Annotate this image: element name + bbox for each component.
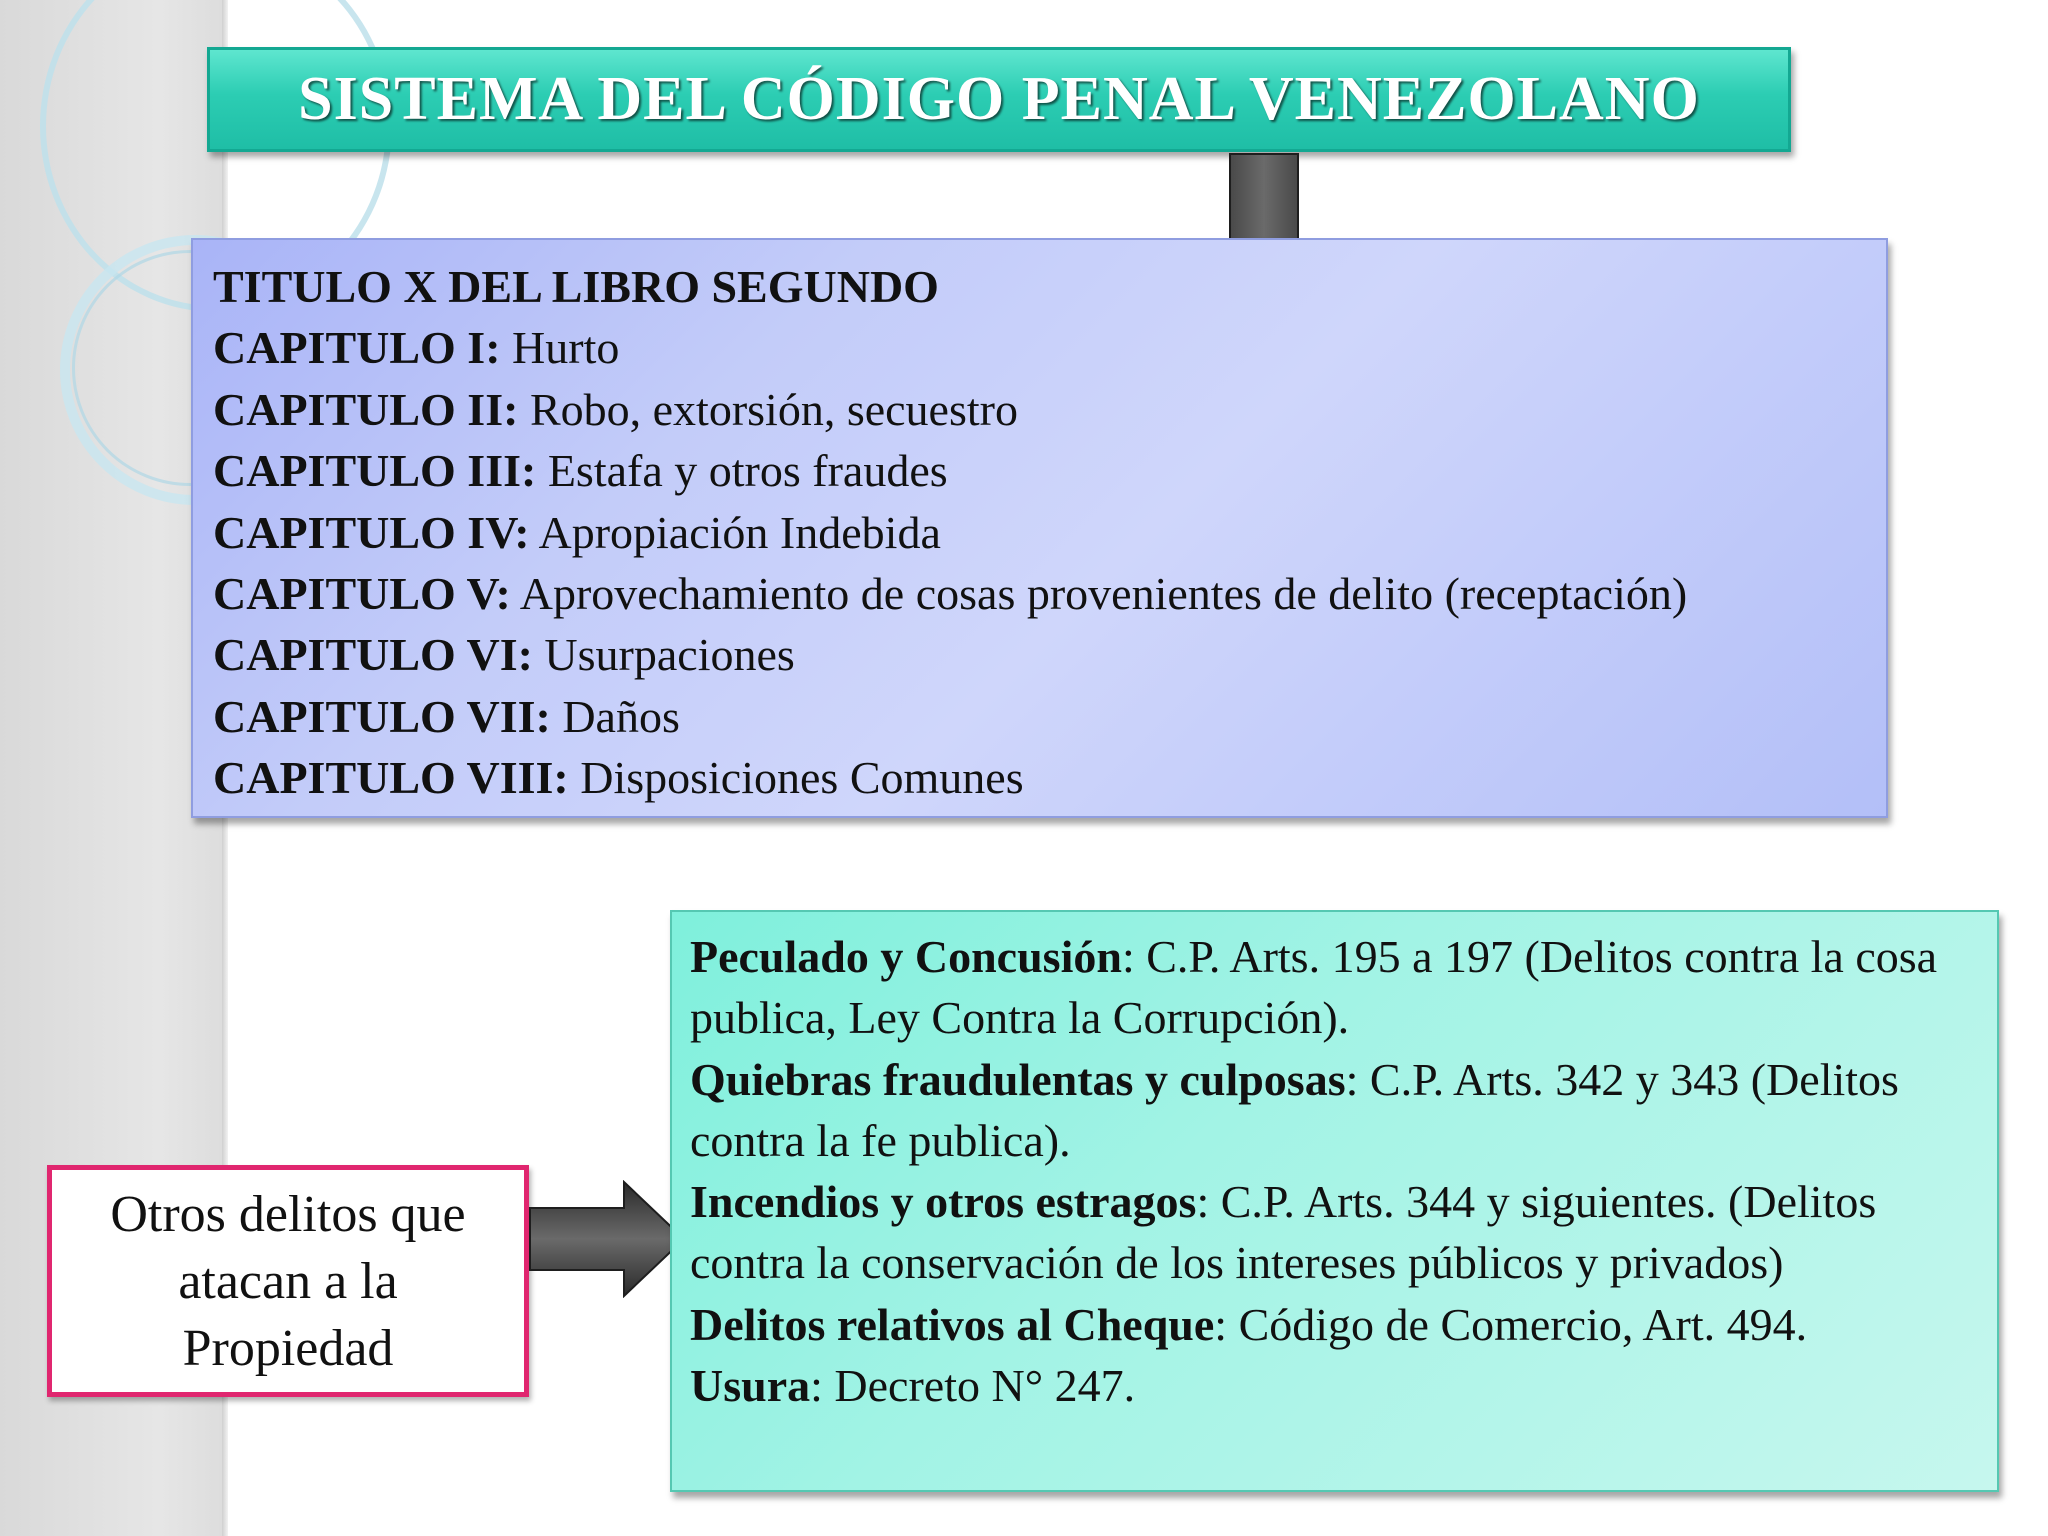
crime-label: Delitos relativos al Cheque [690, 1298, 1215, 1350]
chapter-text: Disposiciones Comunes [568, 752, 1024, 804]
chapter-line [213, 686, 1866, 747]
slide-title: SISTEMA DEL CÓDIGO PENAL VENEZOLANO [298, 65, 1700, 133]
crime-item [690, 1294, 1979, 1355]
crime-text: : C.P. Arts. 344 y siguientes. (Delitos contra la conservación de los intereses públicos y privados) [690, 1176, 1877, 1289]
chapter-line [213, 379, 1866, 440]
crime-text: : Código de Comercio, Art. 494. [1214, 1298, 1808, 1350]
chapter-line [213, 317, 1866, 378]
chapter-text: Hurto [500, 322, 620, 374]
chapter-label: CAPITULO V: [213, 568, 511, 620]
crime-label: Peculado y Concusión [690, 931, 1122, 982]
chapter-text: Usurpaciones [532, 629, 795, 681]
crime-label: Usura [690, 1360, 811, 1412]
other-crimes-list-box [670, 910, 1999, 1492]
crime-text: : C.P. Arts. 342 y 343 (Delitos contra la fe publica). [690, 1053, 1899, 1166]
chapter-label: CAPITULO VI: [213, 629, 533, 681]
chapter-line [213, 502, 1866, 563]
crime-item [690, 1171, 1979, 1294]
chapters-heading: TITULO X DEL LIBRO SEGUNDO [213, 261, 939, 312]
chapter-label: CAPITULO VIII: [213, 752, 569, 804]
other-crimes-text: Otros delitos que atacan a la Propiedad [110, 1185, 466, 1377]
chapter-line [213, 624, 1866, 685]
crime-item [690, 926, 1979, 1049]
chapter-label: CAPITULO III: [213, 445, 537, 497]
crime-text: : C.P. Arts. 195 a 197 (Delitos contra la cosa publica, Ley Contra la Corrupción). [690, 931, 1938, 1044]
chapter-line [213, 563, 1866, 624]
crime-item [690, 1049, 1979, 1172]
chapter-text: Robo, extorsión, secuestro [518, 383, 1018, 435]
other-crimes-box [47, 1165, 529, 1397]
crime-label: Quiebras fraudulentas y culposas [690, 1053, 1346, 1105]
chapter-label: CAPITULO II: [213, 383, 519, 435]
chapter-label: CAPITULO VII: [213, 690, 551, 742]
chapter-text: Apropiación Indebida [529, 506, 941, 558]
chapters-box [191, 238, 1888, 818]
chapter-label: CAPITULO IV: [213, 506, 530, 558]
crime-text: : Decreto N° 247. [810, 1360, 1136, 1412]
title-banner [207, 47, 1791, 152]
chapter-label: CAPITULO I: [213, 322, 501, 374]
crime-item [690, 1355, 1979, 1416]
chapter-line [213, 440, 1866, 501]
chapter-line [213, 747, 1866, 808]
chapter-text: Estafa y otros fraudes [536, 445, 948, 497]
right-arrow-icon [528, 1180, 686, 1298]
chapter-text: Daños [550, 690, 680, 742]
crime-label: Incendios y otros estragos [690, 1176, 1197, 1228]
chapter-text: Aprovechamiento de cosas provenientes de delito (receptación) [510, 568, 1688, 620]
